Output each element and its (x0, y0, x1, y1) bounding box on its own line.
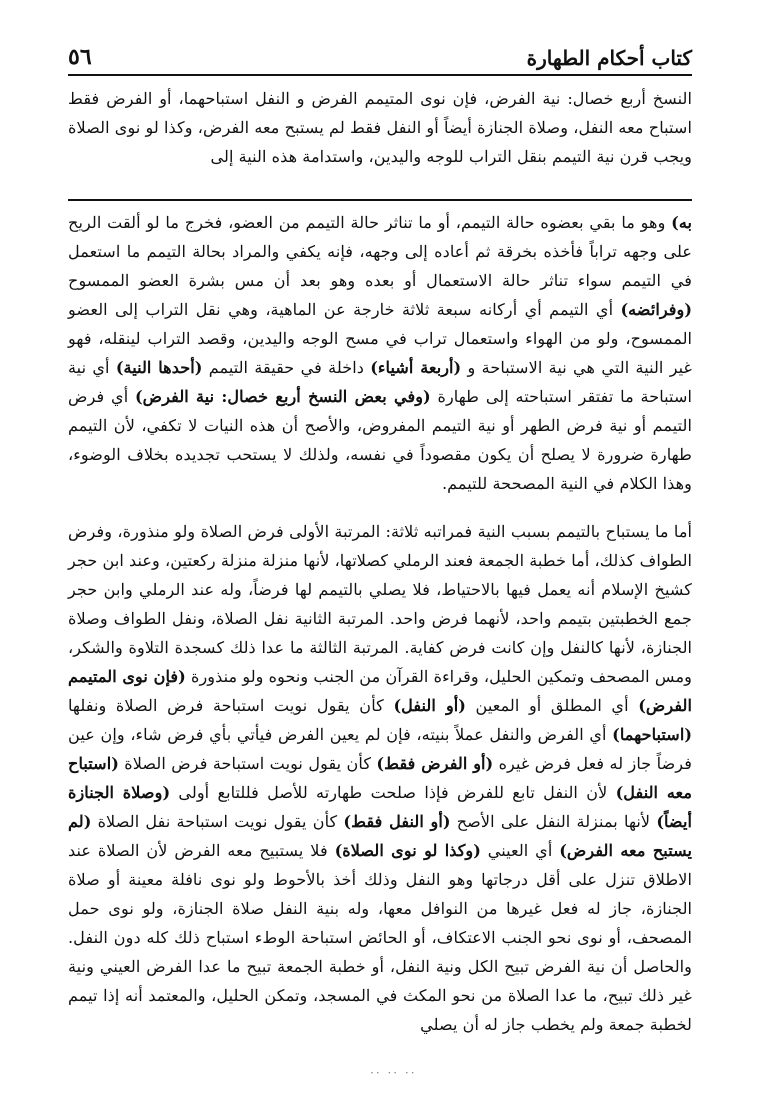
text-segment: أي العيني (480, 841, 560, 860)
text-segment: كأن يقول نويت استباحة فرض الصلاة ونفلها (68, 696, 394, 715)
bold-quote-segment: (وصلاة الجنازة أيضاً) (68, 783, 692, 831)
bold-quote-segment: (لم يستبح معه الفرض) (68, 812, 693, 860)
text-segment: فلا يستبيح معه الفرض لأن الصلاة عند الاطلاق تنزل على أقل درجاتها وهو النفل وذلك أخذ بالأحوط ولو نوى نافلة معينة أو صلاة الجنازة، جاز له فعل غيرها من النوافل معها، وله بنية النفل صلاة الجنازة، ولو نوى حمل المصحف، أو نوى نحو الجنب الاعتكاف، أو الحائض استباحة الوطء استباح ذلك كله دون النفل. والحاصل أن نية الفرض تبيح الكل ونية النفل، أو خطبة الجمعة تبيح ما عدا الفرض العيني ونية غير ذلك تبيح، ما عدا الصلاة من نحو المكث في المسجد، وتمكن الحليل، والمعتمد أنه إذا تيمم لخطبة جمعة ولم يخطب جاز له أن يصلي (68, 841, 692, 1034)
bold-quote-segment: (أو النفل فقط) (343, 812, 451, 831)
sharh-text-block (68, 208, 692, 498)
bold-quote-segment: (فإن نوى المتيمم الفرض) (68, 667, 692, 715)
bold-quote-segment: (أحدها النية) (115, 358, 203, 377)
hashiya-paragraph (68, 517, 692, 1039)
text-segment: أي التيمم أي أركانه سبعة ثلاثة خارجة عن الماهية، وهي نقل التراب إلى العضو الممسوح، ولو من الهواء واستعمال تراب في مسح الوجه واليدين، وقصد التراب لينقله، فهو غير النية التي هي نية الاستباحة و (68, 300, 692, 377)
text-segment: أي الفرض والنفل عملاً بنيته، فإن لم يعين الفرض فيأتي بأي فرض شاء، وإن عين فرضاً جاز له فعل فرض غيره (68, 725, 692, 773)
page-bottom-mark: ·· ·· ·· (370, 1066, 417, 1080)
text-segment: وهو ما بقي بعضوه حالة التيمم، أو ما تناثر حالة التيمم من العضو، فخرج ما لو ألقت الريح على وجهه تراباً فأخذه بخرقة ثم أعاده إلى وجهه، فإنه يكفي والمراد بحالة التيمم ما استعمل في التيمم سواء تناثر حالة الاستعمال أو بعده وهو بعد أن مس بشرة العضو الممسوح (68, 213, 692, 290)
page-number: ٥٦ (68, 44, 92, 70)
page-header (68, 30, 692, 76)
text-segment: كأن يقول نويت استباحة فرض الصلاة (118, 754, 377, 773)
bold-quote-segment: (أو الفرض فقط) (376, 754, 494, 773)
matn-paragraph: النسخ أربع خصال: نية الفرض، فإن نوى المتيمم الفرض و النفل استباحهما، أو الفرض فقط استباح معه النفل، وصلاة الجنازة أيضاً أو النفل فقط لم يستبح معه الفرض، وكذا لو نوى الصلاة ويجب قرن نية التيمم بنقل التراب للوجه واليدين، واستدامة هذه النية إلى (68, 89, 692, 166)
text-segment: أما ما يستباح بالتيمم بسبب النية فمراتبه ثلاثة: المرتبة الأولى فرض الصلاة ولو منذورة، وفرض الطواف كذلك، أما خطبة الجمعة فعند الرملي كصلاتها، لأنها منزلة منزلة ركعتين، وعند ابن حجر كشيخ الإسلام أنه يعمل فيها بالاحتياط، فلا يصلي بالتيمم لها فرضاً، وله عند الرملي وابن حجر جمع الخطبتين بتيمم واحد، لأنهما فرض واحد. المرتبة الثانية نفل الصلاة، ونفل الطواف وصلاة الجنازة، لأنها كالنفل وإن كانت فرض كفاية. المرتبة الثالثة ما عدا ذلك كسجدة التلاوة والشكر، ومس المصحف وتمكين الحليل، وقراءة القرآن من الجنب ونحوه ولو منذورة (68, 522, 692, 686)
bold-quote-segment: (وفرائضه) (620, 300, 692, 319)
matn-divider (68, 199, 692, 201)
text-segment: أي فرض التيمم أو نية فرض الطهر أو نية التيمم المفروض، والأصح أن هذه النيات لا تكفي، لأن التيمم طهارة ضرورة لا يصلح أن يكون مقصوداً في نفسه، ولذلك لا يستحب تجديده بخلاف الوضوء، وهذا الكلام في النية المصححة للتيمم. (68, 387, 692, 493)
hashiya-text-block (68, 517, 692, 1039)
text-segment: داخلة في حقيقة التيمم (202, 358, 371, 377)
text-segment: أي المطلق أو المعين (465, 696, 639, 715)
bold-quote-segment: (أو النفل) (393, 696, 466, 715)
bold-quote-segment: (وكذا لو نوى الصلاة) (334, 841, 481, 860)
bold-quote-segment: (استباحهما) (612, 725, 692, 744)
text-segment: أي نية استباحة ما تفتقر استباحته إلى طهارة (68, 358, 692, 406)
sharh-paragraph (68, 208, 692, 498)
bold-quote-segment: (أربعة أشياء) (370, 358, 462, 377)
matn-text-block (68, 84, 692, 171)
text-segment: كأن يقول نويت استباحة نفل الصلاة (91, 812, 344, 831)
bold-quote-segment: (استباح معه النفل) (68, 754, 692, 802)
bold-quote-segment: (وفي بعض النسخ أربع خصال: نية الفرض) (134, 387, 431, 406)
running-title: كتاب أحكام الطهارة (526, 46, 692, 70)
text-segment: لأنها بمنزلة النفل على الأصح (450, 812, 657, 831)
bold-quote-segment: به) (671, 213, 692, 232)
text-segment: لأن النفل تابع للفرض فإذا صلحت طهارته للأصل فللتابع أولى (170, 783, 616, 802)
